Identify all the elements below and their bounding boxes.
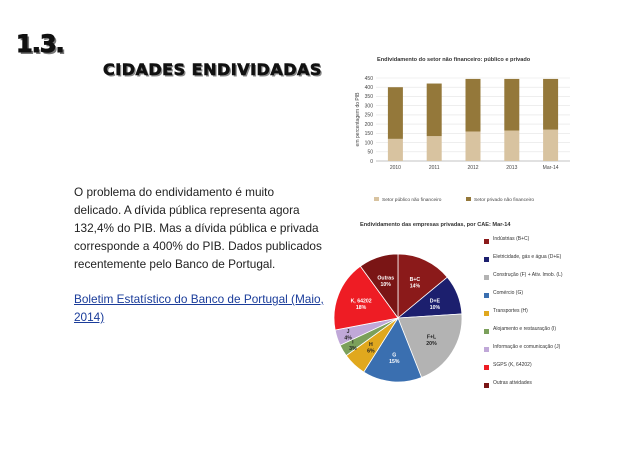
x-tick-label: Mar-14 [542, 165, 559, 171]
pie-legend-item [484, 362, 584, 380]
pie-legend-swatch [484, 383, 489, 388]
bar-segment [388, 139, 403, 161]
bar-segment [427, 136, 442, 161]
y-tick-label: 100 [364, 140, 373, 147]
body-paragraph: O problema do endividamento é muito delicado. A dívida pública representa agora 132,4% do PIB. Mas a dívida pública e privada corresponde a 400% do PIB. Dados publicados recentemente pelo Banco de Portugal. [74, 185, 322, 271]
x-tick-label: 2012 [467, 165, 479, 171]
bar-chart [348, 68, 578, 218]
pie-legend-item [484, 290, 584, 308]
pie-slice-label: G [392, 352, 397, 359]
pie-legend-label: Comércio (G) [493, 290, 524, 296]
pie-legend-swatch [484, 311, 489, 316]
slide-title: CIDADES ENDIVIDADAS [103, 60, 322, 79]
pie-legend-item [484, 254, 584, 272]
pie-slice-value: 10% [380, 281, 391, 288]
pie-slice-label: H [368, 341, 373, 348]
pie-legend-item [484, 308, 584, 326]
pie-slice-label: F+L [426, 334, 437, 341]
y-tick-label: 200 [364, 121, 373, 128]
y-tick-label: 250 [364, 112, 373, 119]
pie-slice-value: 4% [344, 335, 352, 342]
legend-label: Setor privado não financeiro [474, 198, 534, 203]
pie-legend-label: SGPS (K, 64202) [493, 362, 532, 368]
pie-legend-label: Alojamento e restauração (I) [493, 326, 557, 332]
pie-chart [325, 250, 475, 390]
pie-slice-value: 10% [429, 304, 441, 311]
pie-legend-label: Construção (F) + Ativ. Imob. (L) [493, 272, 563, 278]
bar-segment [543, 79, 558, 130]
legend-swatch [466, 197, 471, 201]
bar-segment [466, 131, 481, 161]
pie-slice-label: Outras [377, 275, 395, 282]
pie-slice-value: 20% [426, 340, 437, 347]
legend-swatch [374, 197, 379, 201]
bar-segment [543, 130, 558, 161]
y-tick-label: 350 [364, 94, 373, 101]
source-link[interactable]: Boletim Estatístico do Banco de Portugal (Maio, 2014) [74, 292, 324, 324]
legend-label: Setor público não financeiro [382, 198, 442, 203]
pie-legend-item [484, 272, 584, 290]
pie-legend-item [484, 380, 584, 398]
pie-slice-label: B+C [409, 277, 421, 284]
bar-segment [466, 79, 481, 132]
pie-chart-title: Endividamento das empresas privadas, por CAE: Mar-14 [360, 222, 511, 228]
pie-legend-label: Informação e comunicação (J) [493, 344, 561, 350]
pie-legend-item [484, 326, 584, 344]
pie-legend-label: Indústrias (B+C) [493, 236, 530, 242]
pie-slice-value: 14% [409, 283, 421, 290]
pie-slice-value: 15% [389, 359, 400, 366]
bar-segment [388, 87, 403, 139]
pie-slice-label: I [352, 339, 354, 346]
pie-slice-value: 18% [355, 304, 367, 311]
pie-legend-swatch [484, 275, 489, 280]
pie-legend-swatch [484, 239, 489, 244]
bar-segment [504, 131, 519, 161]
slide-number: 1.3. [16, 30, 64, 58]
y-tick-label: 400 [364, 85, 373, 92]
pie-legend-item [484, 344, 584, 362]
bar-segment [427, 84, 442, 137]
y-tick-label: 150 [364, 131, 373, 138]
pie-slice-label: K, 64202 [350, 298, 372, 305]
pie-slice-label: J [346, 329, 350, 336]
pie-legend-label: Transportes (H) [493, 308, 528, 314]
pie-legend-swatch [484, 347, 489, 352]
y-axis-label: em percentagem do PIB [355, 92, 361, 147]
pie-legend-swatch [484, 365, 489, 370]
pie-legend-swatch [484, 257, 489, 262]
x-tick-label: 2010 [389, 165, 401, 171]
pie-legend-swatch [484, 293, 489, 298]
pie-legend-swatch [484, 329, 489, 334]
y-tick-label: 0 [370, 158, 373, 165]
pie-slice-label: D+E [429, 298, 441, 305]
bar-chart-title: Endividamento do setor não financeiro: público e privado [377, 57, 531, 63]
y-tick-label: 50 [367, 149, 373, 156]
x-tick-label: 2013 [506, 165, 518, 171]
bar-segment [504, 79, 519, 131]
y-tick-label: 450 [364, 75, 373, 82]
x-tick-label: 2011 [428, 165, 440, 171]
pie-legend-item [484, 236, 584, 254]
y-tick-label: 300 [364, 103, 373, 110]
pie-slice-value: 3% [349, 346, 357, 353]
pie-slice-value: 6% [367, 348, 375, 355]
pie-legend [484, 236, 584, 398]
pie-legend-label: Eletricidade, gás e água (D+E) [493, 254, 562, 260]
pie-legend-label: Outras atividades [493, 380, 532, 386]
